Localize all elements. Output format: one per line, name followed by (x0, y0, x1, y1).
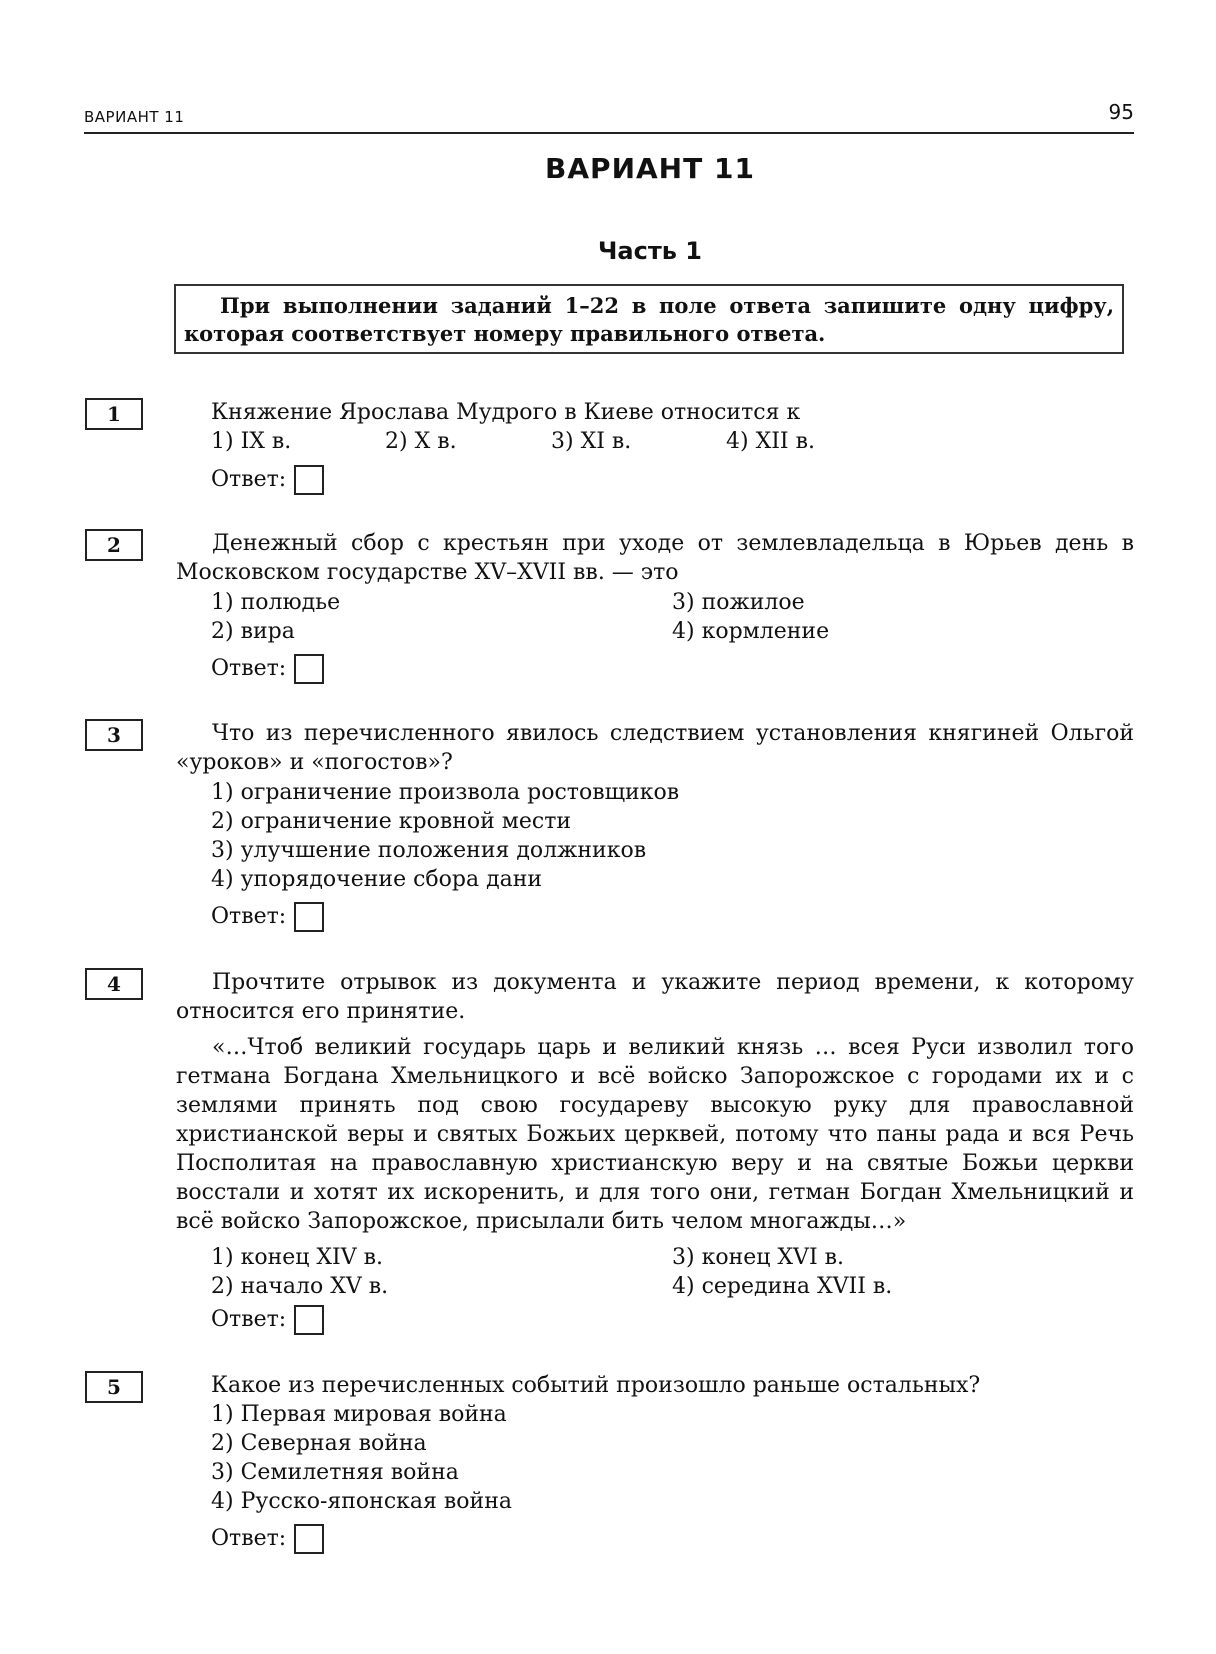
page-title: ВАРИАНТ 11 (545, 152, 755, 185)
answer-label: Ответ: (211, 904, 287, 929)
answer-row (211, 1524, 324, 1554)
task-option: 1) IX в. (211, 429, 292, 454)
task-option: 1) Первая мировая война (211, 1402, 507, 1427)
task-option: 2) начало XV в. (211, 1274, 389, 1299)
task-option: 3) конец XVI в. (672, 1245, 845, 1270)
task-number: 4 (85, 968, 143, 1000)
answer-input[interactable] (294, 1524, 324, 1554)
document-quote: «…Чтоб великий государь царь и великий князь … всея Руси изволил того гетмана Богдана Хмельницкого и всё войско Запорожское с городами их и с землями принять под свою государеву высокую руку для православной христианской веры и святых Божьих церквей, потому что паны рада и вся Речь Посполитая на православную христианскую веру и на святые Божьи церкви восстали и хотят их искоренить, и для того они, гетман Богдан Хмельницкий и всё войско Запорожское, присылали бить челом многажды…» (176, 1035, 1134, 1234)
task-option: 2) вира (211, 619, 295, 644)
task-question: Какое из перечисленных событий произошло раньше остальных? (211, 1373, 981, 1398)
instruction-box: При выполнении заданий 1–22 в поле ответа запишите одну цифру, которая соответствует номеру правильного ответа. (174, 284, 1124, 354)
task-question: Княжение Ярослава Мудрого в Киеве относится к (211, 400, 801, 425)
running-header (84, 96, 1134, 134)
task-option: 2) Северная война (211, 1431, 427, 1456)
answer-row (211, 465, 324, 495)
task-option: 4) кормление (672, 619, 830, 644)
task-option: 4) Русско-японская война (211, 1489, 512, 1514)
task-number: 2 (85, 529, 143, 561)
answer-input[interactable] (294, 1305, 324, 1335)
answer-row (211, 902, 324, 932)
task-option: 4) середина XVII в. (672, 1274, 893, 1299)
answer-input[interactable] (294, 902, 324, 932)
task-option: 3) улучшение положения должников (211, 838, 647, 863)
answer-input[interactable] (294, 654, 324, 684)
answer-label: Ответ: (211, 1307, 287, 1332)
answer-label: Ответ: (211, 467, 287, 492)
answer-input[interactable] (294, 465, 324, 495)
task-question: Прочтите отрывок из документа и укажите период времени, к которому относится его принятие. (176, 970, 1134, 1024)
task-option: 3) XI в. (551, 429, 632, 454)
task-question: Что из перечисленного явилось следствием установления княгиней Ольгой «уроков» и «погостов»? (176, 721, 1134, 775)
page-number: 95 (1108, 100, 1134, 124)
task-option: 1) ограничение произвола ростовщиков (211, 780, 680, 805)
answer-label: Ответ: (211, 656, 287, 681)
task-option: 2) X в. (385, 429, 457, 454)
task-option: 2) ограничение кровной мести (211, 809, 572, 834)
task-option: 4) упорядочение сбора дани (211, 867, 543, 892)
task-option: 3) пожилое (672, 590, 805, 615)
answer-row (211, 1305, 324, 1335)
answer-label: Ответ: (211, 1526, 287, 1551)
task-option: 3) Семилетняя война (211, 1460, 459, 1485)
answer-row (211, 654, 324, 684)
task-question: Денежный сбор с крестьян при уходе от землевладельца в Юрьев день в Московском государстве XV–XVII вв. — это (176, 531, 1134, 585)
task-option: 4) XII в. (726, 429, 815, 454)
task-option: 1) полюдье (211, 590, 341, 615)
task-number: 1 (85, 398, 143, 430)
part-title: Часть 1 (598, 237, 702, 265)
running-header-title: ВАРИАНТ 11 (84, 108, 185, 126)
task-option: 1) конец XIV в. (211, 1245, 384, 1270)
task-number: 3 (85, 719, 143, 751)
task-number: 5 (85, 1371, 143, 1403)
